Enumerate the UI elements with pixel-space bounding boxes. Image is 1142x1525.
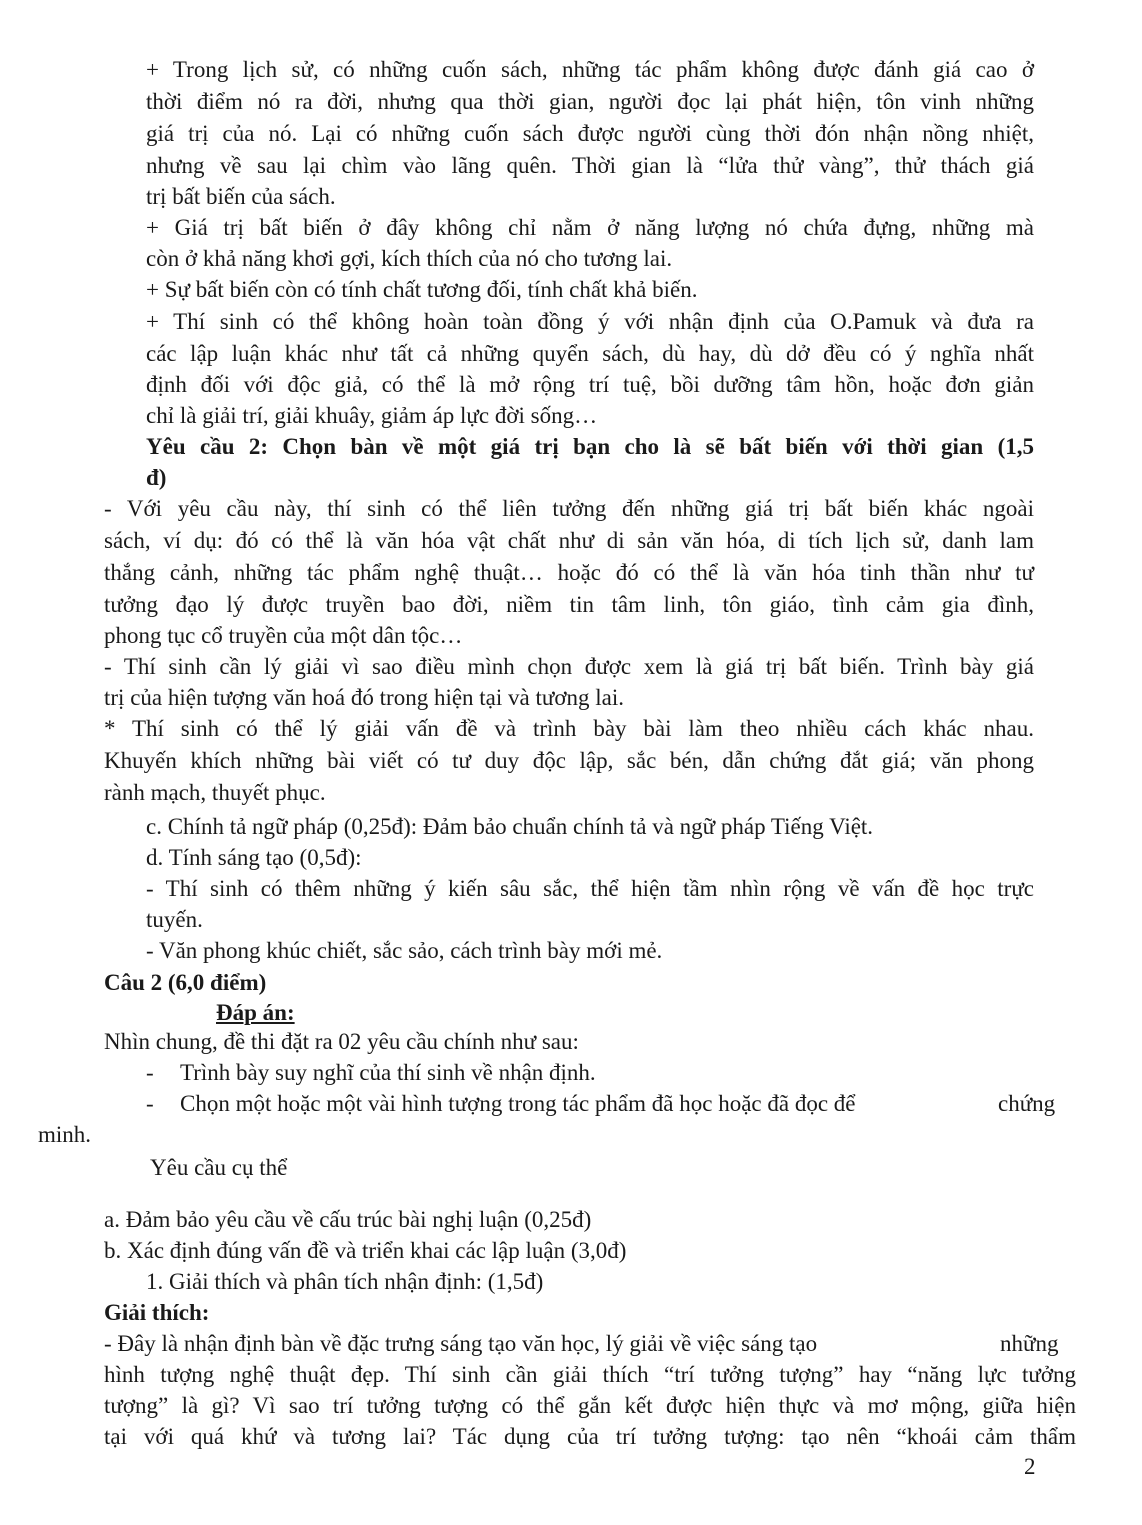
text-line: - Với yêu cầu này, thí sinh có thể liên tưởng đến những giá trị bất biến khác ngoài [104, 496, 1034, 521]
requirement-2-heading: Yêu cầu 2: Chọn bàn về một giá trị bạn cho là sẽ bất biến với thời gian (1,5 [146, 434, 1034, 459]
bullet-item-tail: chứng [998, 1091, 1056, 1116]
text-line: các lập luận khác như tất cả những quyển sách, dù hay, dù dở đều có ý nghĩa nhất [146, 341, 1034, 366]
text-line: + Trong lịch sử, có những cuốn sách, những tác phẩm không được đánh giá cao ở [146, 57, 1034, 82]
specific-requirements: Yêu cầu cụ thể [150, 1155, 288, 1180]
item-d: d. Tính sáng tạo (0,5đ): [146, 845, 362, 870]
text-line: - Thí sinh cần lý giải vì sao điều mình chọn được xem là giá trị bất biến. Trình bày giá [104, 654, 1034, 679]
bullet-dash: - [146, 1091, 154, 1116]
text-line: còn ở khả năng khơi gợi, kích thích của nó cho tương lai. [146, 246, 673, 271]
text-line: tại với quá khứ và tương lai? Tác dụng của trí tưởng tượng: tạo nên “khoái cảm thẩm [104, 1424, 1076, 1449]
explain-heading: Giải thích: [104, 1300, 210, 1325]
text-line: + Giá trị bất biến ở đây không chỉ nằm ở năng lượng nó chứa đựng, những mà [146, 215, 1034, 240]
item-a: a. Đảm bảo yêu cầu về cấu trúc bài nghị luận (0,25đ) [104, 1207, 592, 1232]
text-line: trị bất biến của sách. [146, 184, 336, 209]
text-line: giá trị của nó. Lại có những cuốn sách được người cùng thời đón nhận nồng nhiệt, [146, 121, 1034, 146]
text-line: tượng” là gì? Vì sao trí tưởng tượng có thể gắn kết được hiện thực và mơ mộng, giữa hiện [104, 1393, 1076, 1418]
text-line: + Thí sinh có thể không hoàn toàn đồng ý với nhận định của O.Pamuk và đưa ra [146, 309, 1034, 334]
text-line: tưởng đạo lý được truyền bao đời, niềm tin tâm linh, tôn giáo, tình cảm gia đình, [104, 592, 1034, 617]
note-line: * Thí sinh có thể lý giải vấn đề và trình bày bài làm theo nhiều cách khác nhau. [104, 716, 1034, 741]
text-line: sách, ví dụ: đó có thể là văn hóa vật chất như di sản văn hóa, di tích lịch sử, danh lam [104, 528, 1034, 553]
text-line: nhưng về sau lại chìm vào lãng quên. Thời gian là “lửa thử vàng”, thử thách giá [146, 153, 1034, 178]
item-b: b. Xác định đúng vấn đề và triển khai các lập luận (3,0đ) [104, 1238, 627, 1263]
bullet-dash: - [146, 1060, 154, 1085]
text-line: Nhìn chung, đề thi đặt ra 02 yêu cầu chính như sau: [104, 1029, 579, 1054]
bullet-item: Trình bày suy nghĩ của thí sinh về nhận định. [180, 1060, 596, 1085]
text-line: + Sự bất biến còn có tính chất tương đối, tính chất khả biến. [146, 277, 698, 302]
text-line: phong tục cổ truyền của một dân tộc… [104, 623, 463, 648]
item-c: c. Chính tả ngữ pháp (0,25đ): Đảm bảo chuẩn chính tả và ngữ pháp Tiếng Việt. [146, 814, 874, 839]
text-line: thời điểm nó ra đời, nhưng qua thời gian, người đọc lại phát hiện, tôn vinh những [146, 89, 1034, 114]
note-line: rành mạch, thuyết phục. [104, 780, 326, 805]
text-line: hình tượng nghệ thuật đẹp. Thí sinh cần giải thích “trí tưởng tượng” hay “năng lực tưởng [104, 1362, 1076, 1387]
bullet-item-wrap: minh. [38, 1122, 92, 1147]
text-line: trị của hiện tượng văn hoá đó trong hiện tại và tương lai. [104, 685, 624, 710]
answer-label: Đáp án: [216, 1000, 295, 1025]
bullet-item: Chọn một hoặc một vài hình tượng trong tác phẩm đã học hoặc đã đọc để [180, 1091, 856, 1116]
item-d-line: tuyến. [146, 907, 203, 932]
text-line: - Đây là nhận định bàn về đặc trưng sáng tạo văn học, lý giải về việc sáng tạo [104, 1331, 818, 1356]
item-d-line: - Thí sinh có thêm những ý kiến sâu sắc, thể hiện tầm nhìn rộng về vấn đề học trực [146, 876, 1034, 901]
text-line-tail: những [1000, 1331, 1059, 1356]
text-line: chỉ là giải trí, giải khuây, giảm áp lực đời sống… [146, 403, 598, 428]
text-line: định đối với độc giả, có thể là mở rộng trí tuệ, bồi dưỡng tâm hồn, hoặc đơn giản [146, 372, 1034, 397]
note-line: Khuyến khích những bài viết có tư duy độc lập, sắc bén, dẫn chứng đắt giá; văn phong [104, 748, 1034, 773]
text-line: thắng cảnh, những tác phẩm nghệ thuật… hoặc đó có thể là văn hóa tinh thần như tư [104, 560, 1034, 585]
page-number: 2 [1024, 1454, 1036, 1479]
item-d-line: - Văn phong khúc chiết, sắc sảo, cách trình bày mới mẻ. [146, 938, 663, 963]
item-b1: 1. Giải thích và phân tích nhận định: (1,5đ) [146, 1269, 544, 1294]
requirement-2-heading-cont: đ) [146, 465, 167, 490]
question-2-heading: Câu 2 (6,0 điểm) [104, 970, 267, 995]
